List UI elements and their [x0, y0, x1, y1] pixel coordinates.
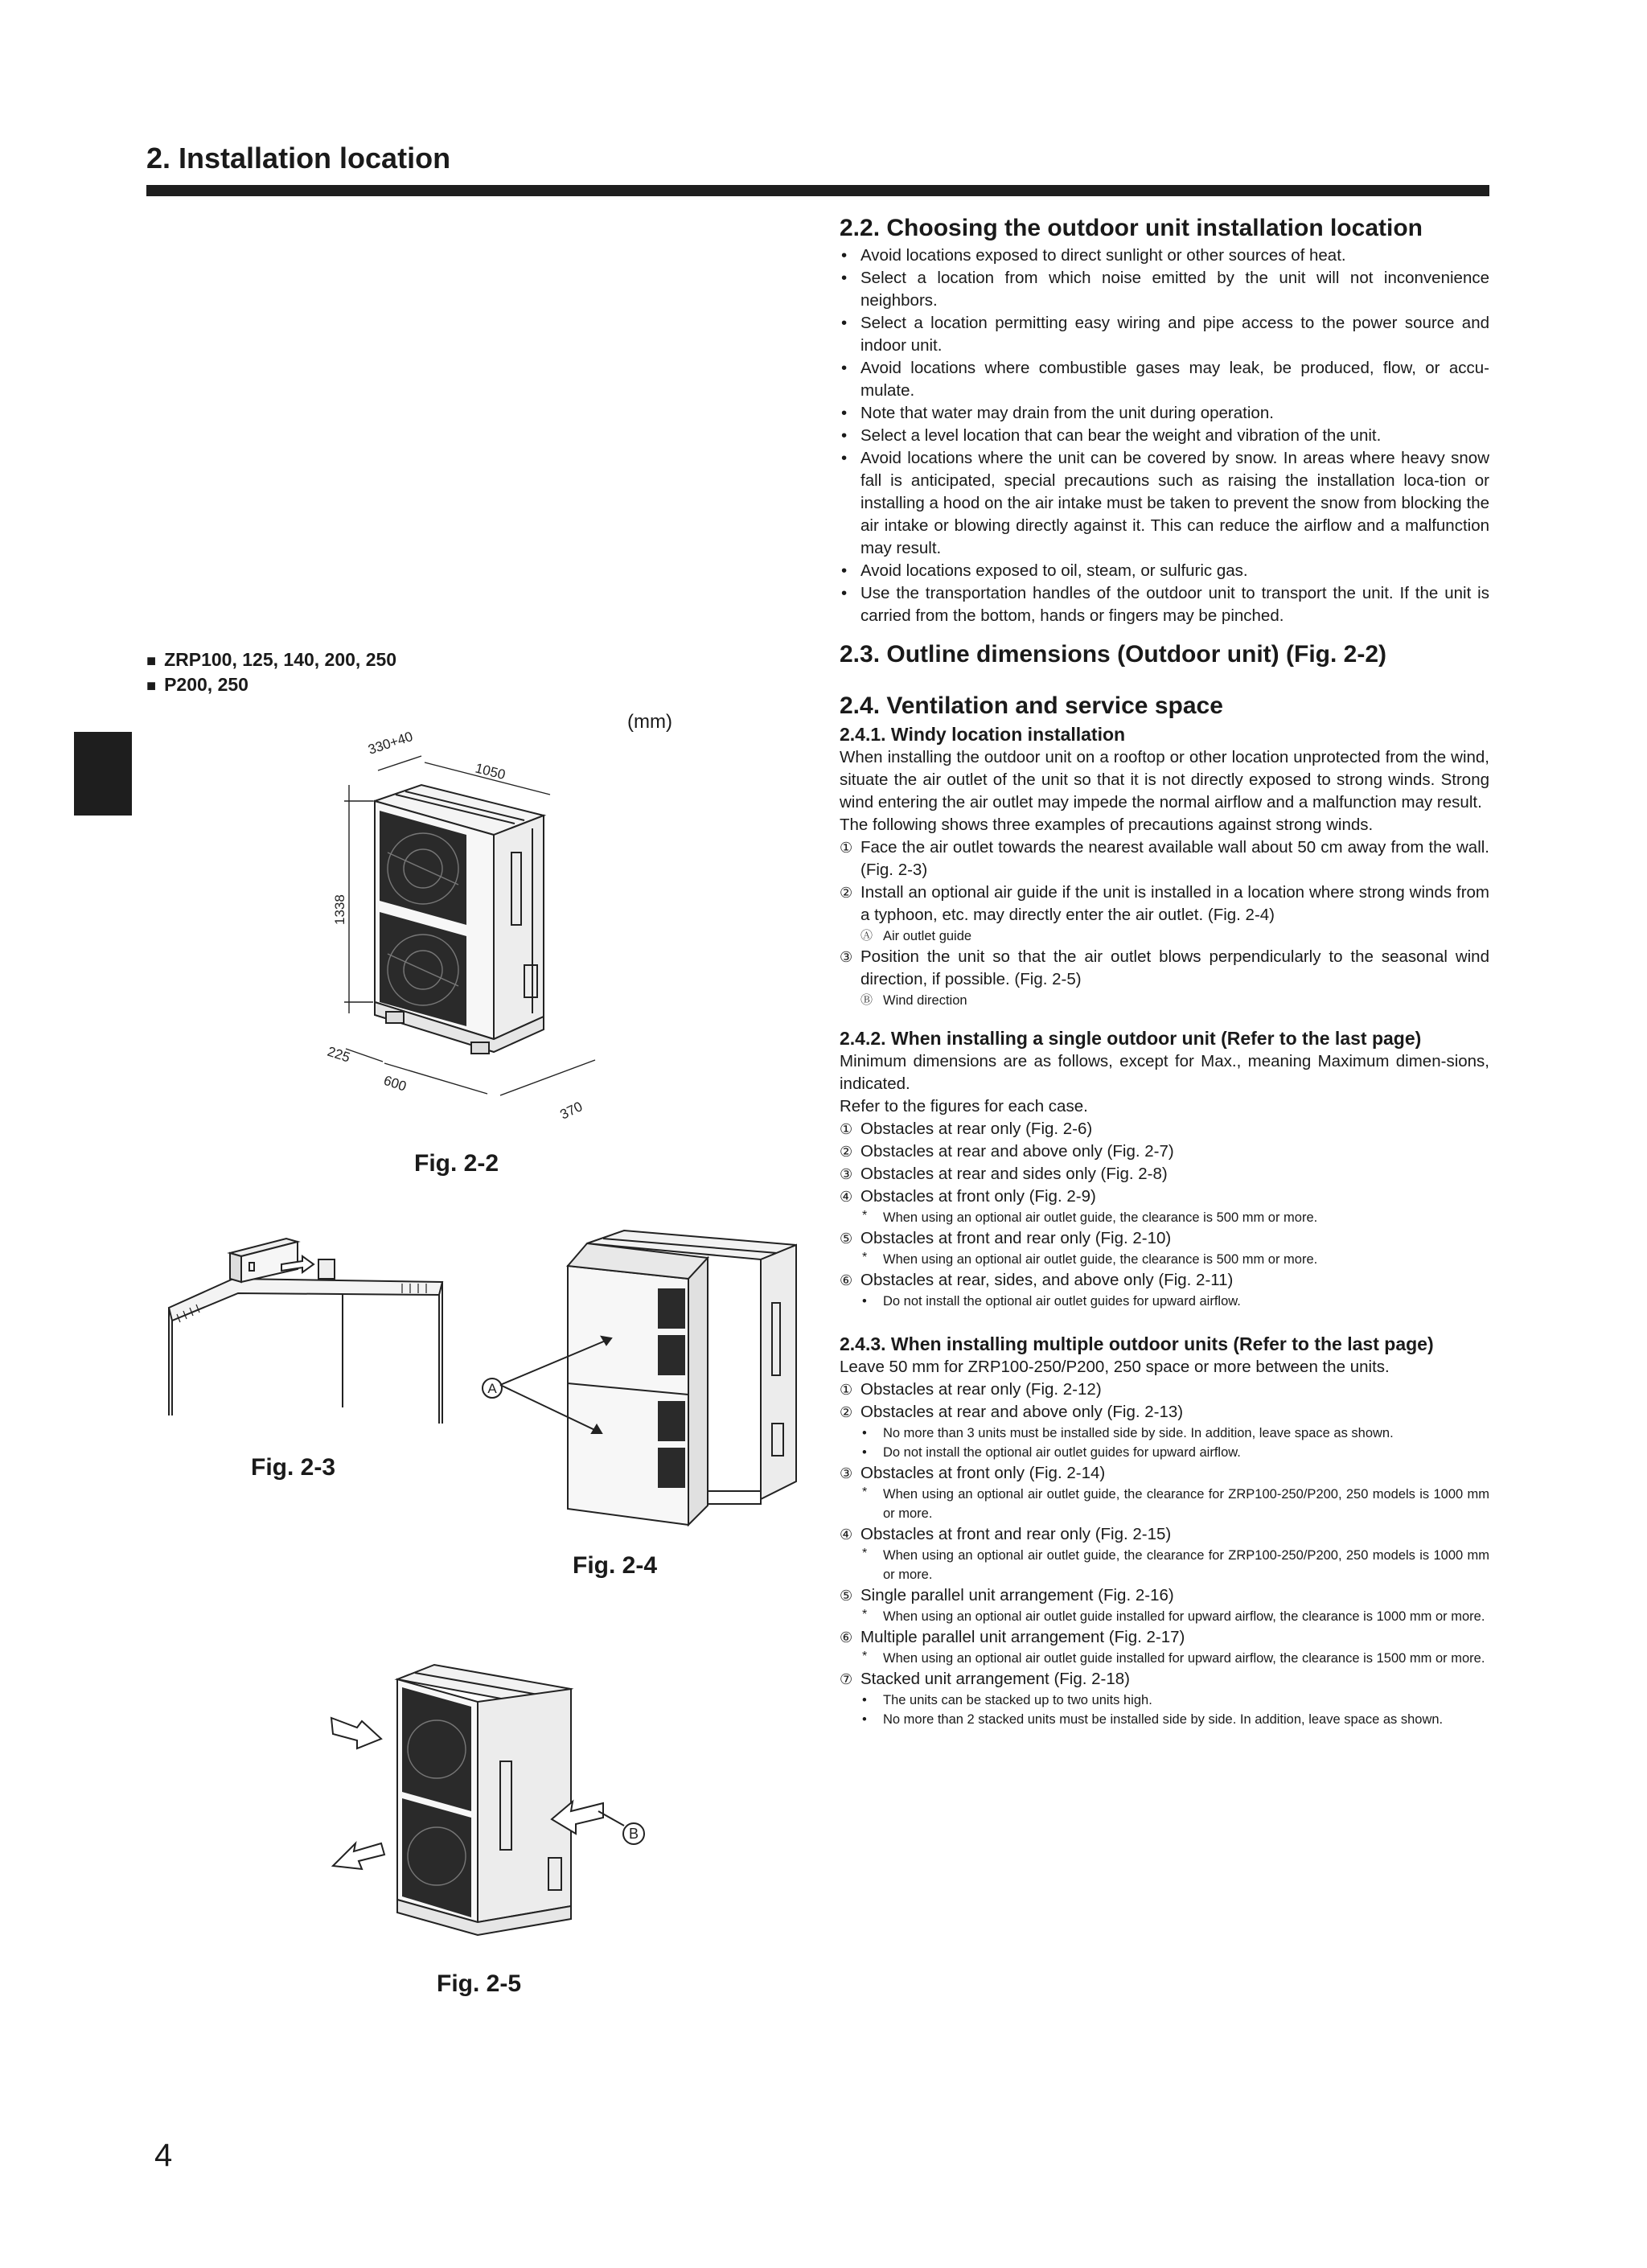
- section-2-4-1-list-cont: [840, 946, 1489, 991]
- list-item: • Avoid locations exposed to oil, steam, or sulfuric gas.: [840, 560, 1489, 582]
- section-2-4-3-list-cont: [840, 1668, 1489, 1691]
- list-item: [840, 881, 1489, 927]
- note-marker: Ⓐ: [860, 929, 873, 943]
- section-2-4-3-list-cont: [840, 1523, 1489, 1546]
- section-2-4-2-list: [840, 1118, 1489, 1208]
- note-list: [840, 1607, 1489, 1626]
- note-item: * When using an optional air outlet guide, the clearance for ZRP100-250/P200, 250 models is 1000 mm or more.: [840, 1546, 1489, 1584]
- note-list: [840, 1208, 1489, 1227]
- fig-2-3-drawing: [161, 1231, 450, 1440]
- note-item: • No more than 2 stacked units must be installed side by side. In addition, leave space as shown.: [840, 1710, 1489, 1729]
- model-line: ■ P200, 250: [146, 673, 396, 698]
- item-marker: ②: [840, 885, 853, 901]
- section-2-4-1-heading: 2.4.1. Windy location installation: [840, 724, 1126, 745]
- list-item: [840, 1118, 1489, 1140]
- item-text: Obstacles at front only (Fig. 2-14): [860, 1464, 1106, 1482]
- fig-2-2-drawing: [322, 724, 643, 1142]
- list-item: • Avoid locations exposed to direct sunlight or other sources of heat.: [840, 244, 1489, 267]
- paragraph: Minimum dimensions are as follows, except for Max., meaning Maximum dimen-sions, indicated.: [840, 1052, 1489, 1093]
- item-marker: ④: [840, 1189, 853, 1205]
- section-2-2-list: [840, 244, 1489, 627]
- section-2-3-heading: 2.3. Outline dimensions (Outdoor unit) (Fig. 2-2): [840, 641, 1386, 668]
- section-2-4-2-heading: 2.4.2. When installing a single outdoor unit (Refer to the last page): [840, 1028, 1422, 1049]
- item-text: Obstacles at rear and above only (Fig. 2-7): [860, 1142, 1174, 1161]
- item-marker: ③: [840, 1465, 853, 1481]
- dim-foot-a: 225: [325, 1043, 352, 1066]
- item-text: Obstacles at front and rear only (Fig. 2-15): [860, 1525, 1172, 1543]
- note-item: * When using an optional air outlet guide installed for upward airflow, the clearance is 1000 mm or more.: [840, 1607, 1489, 1626]
- list-item: • Avoid locations where combustible gases may leak, be produced, flow, or accu-mulate.: [840, 357, 1489, 402]
- item-marker: ③: [840, 949, 853, 965]
- list-item: [840, 1269, 1489, 1292]
- item-text: Position the unit so that the air outlet blows perpendicularly to the seasonal wind direction, if possible. (Fig. 2-5): [860, 947, 1489, 988]
- item-text: Stacked unit arrangement (Fig. 2-18): [860, 1670, 1130, 1688]
- list-item: [840, 1185, 1489, 1208]
- list-item: [840, 1140, 1489, 1163]
- fig-2-2-caption: Fig. 2-2: [414, 1150, 499, 1177]
- note-item: • The units can be stacked up to two units high.: [840, 1691, 1489, 1710]
- item-text: Obstacles at rear and above only (Fig. 2-13): [860, 1403, 1184, 1421]
- list-item: [840, 1523, 1489, 1546]
- list-item: [840, 1227, 1489, 1250]
- list-item: • Select a level location that can bear the weight and vibration of the unit.: [840, 425, 1489, 447]
- title-rule: [146, 185, 1489, 196]
- fig-2-3-caption: Fig. 2-3: [251, 1454, 336, 1481]
- list-item: [840, 946, 1489, 991]
- item-marker: ④: [840, 1526, 853, 1543]
- fig-2-5-caption: Fig. 2-5: [437, 1970, 522, 1997]
- list-item: [840, 1626, 1489, 1649]
- item-text: Obstacles at rear, sides, and above only (Fig. 2-11): [860, 1271, 1234, 1289]
- section-tab: [74, 732, 132, 816]
- dim-foot-b: 600: [381, 1072, 409, 1095]
- paragraph: Refer to the figures for each case.: [840, 1097, 1088, 1116]
- note-list: [840, 1691, 1489, 1729]
- item-marker: ①: [840, 1382, 853, 1398]
- item-text: Obstacles at rear only (Fig. 2-6): [860, 1120, 1093, 1138]
- note-list: [840, 1485, 1489, 1523]
- item-marker: ②: [840, 1404, 853, 1420]
- paragraph: Leave 50 mm for ZRP100-250/P200, 250 space or more between the units.: [840, 1358, 1390, 1376]
- dim-width: 1050: [474, 760, 507, 783]
- item-text: Obstacles at front and rear only (Fig. 2-10): [860, 1229, 1172, 1247]
- unit-label: (mm): [627, 711, 672, 733]
- list-item: [840, 1462, 1489, 1485]
- note-item: • Do not install the optional air outlet guides for upward airflow.: [840, 1443, 1489, 1462]
- item-marker: ⑦: [840, 1671, 853, 1687]
- list-item: [840, 1401, 1489, 1424]
- dim-foot-c: 370: [557, 1099, 585, 1123]
- section-2-4-3-list: [840, 1378, 1489, 1424]
- note-text: Wind direction: [883, 993, 967, 1008]
- model-line: ■ ZRP100, 125, 140, 200, 250: [146, 648, 396, 673]
- section-2-2-heading: 2.2. Choosing the outdoor unit installation location: [840, 215, 1423, 241]
- note-marker: Ⓑ: [860, 993, 873, 1007]
- item-marker: ⑤: [840, 1588, 853, 1604]
- dim-top-depth: 330+40: [366, 729, 415, 758]
- fig-2-4-caption: Fig. 2-4: [573, 1552, 658, 1579]
- item-text: Multiple parallel unit arrangement (Fig. 2-17): [860, 1628, 1185, 1646]
- note-list: [840, 1292, 1489, 1311]
- item-marker: ⑤: [840, 1231, 853, 1247]
- item-text: Obstacles at rear and sides only (Fig. 2-8): [860, 1165, 1168, 1183]
- note-item: • Do not install the optional air outlet guides for upward airflow.: [840, 1292, 1489, 1311]
- item-marker: ②: [840, 1144, 853, 1160]
- list-item: • Select a location permitting easy wiring and pipe access to the power source and indoor unit.: [840, 312, 1489, 357]
- dim-height: 1338: [332, 894, 347, 925]
- paragraph: When installing the outdoor unit on a rooftop or other location unprotected from the wind, situate the air outlet of the unit so that it is not directly exposed to strong winds. Strong wind entering the air outlet may impede the normal airflow and a malfunction may result.: [840, 748, 1489, 811]
- list-item: [840, 1378, 1489, 1401]
- page-title: 2. Installation location: [146, 142, 451, 175]
- item-text: Face the air outlet towards the nearest available wall about 50 cm away from the wall. (Fig. 2-3): [860, 838, 1489, 879]
- list-item: • Avoid locations where the unit can be covered by snow. In areas where heavy snow fall is anticipated, special precautions such as raising the installation loca-tion or installing a hood on the air intake must be taken to prevent the snow from blocking the air intake or blowing directly against it. This can reduce the airflow and a malfunction may result.: [840, 447, 1489, 560]
- note-list: [840, 1250, 1489, 1269]
- list-item: • Note that water may drain from the unit during operation.: [840, 402, 1489, 425]
- item-marker: ①: [840, 840, 853, 856]
- section-2-4-3-heading: 2.4.3. When installing multiple outdoor units (Refer to the last page): [840, 1333, 1434, 1354]
- legend-note: [840, 991, 1489, 1010]
- item-marker: ③: [840, 1166, 853, 1182]
- note-list: [840, 1649, 1489, 1668]
- section-2-4-heading: 2.4. Ventilation and service space: [840, 692, 1223, 719]
- fig-2-4-drawing: [474, 1222, 820, 1544]
- page-number: 4: [154, 2138, 173, 2173]
- note-item: * When using an optional air outlet guide installed for upward airflow, the clearance is 1500 mm or more.: [840, 1649, 1489, 1668]
- section-2-4-3-list-cont: [840, 1626, 1489, 1649]
- fig-2-5-marker: B: [628, 1826, 639, 1842]
- item-text: Install an optional air guide if the unit is installed in a location where strong winds from a typhoon, etc. may directly enter the air outlet. (Fig. 2-4): [860, 883, 1489, 924]
- list-item: [840, 1668, 1489, 1691]
- item-marker: ①: [840, 1121, 853, 1137]
- note-list: [840, 1546, 1489, 1584]
- section-2-4-3-list-cont: [840, 1584, 1489, 1607]
- item-text: Obstacles at rear only (Fig. 2-12): [860, 1380, 1102, 1399]
- list-item: [840, 836, 1489, 881]
- note-text: Air outlet guide: [883, 929, 972, 943]
- right-column: [840, 212, 1489, 1729]
- item-marker: ⑥: [840, 1629, 853, 1646]
- section-2-4-3-list-cont: [840, 1462, 1489, 1485]
- list-item: • Use the transportation handles of the outdoor unit to transport the unit. If the unit is carried from the bottom, hands or fingers may be pinched.: [840, 582, 1489, 627]
- note-item: * When using an optional air outlet guide, the clearance for ZRP100-250/P200, 250 models is 1000 mm or more.: [840, 1485, 1489, 1523]
- section-2-4-2-list-cont: [840, 1227, 1489, 1250]
- section-2-4-1-list: [840, 836, 1489, 927]
- item-text: Single parallel unit arrangement (Fig. 2-16): [860, 1586, 1174, 1604]
- legend-note: [840, 927, 1489, 946]
- fig-2-4-marker: A: [487, 1381, 497, 1396]
- list-item: • Select a location from which noise emitted by the unit will not inconvenience neighbors.: [840, 267, 1489, 312]
- note-item: • No more than 3 units must be installed side by side. In addition, leave space as shown.: [840, 1424, 1489, 1443]
- item-marker: ⑥: [840, 1272, 853, 1288]
- list-item: [840, 1584, 1489, 1607]
- list-item: [840, 1163, 1489, 1185]
- model-list: [146, 648, 396, 698]
- fig-2-5-drawing: [314, 1641, 684, 1962]
- item-text: Obstacles at front only (Fig. 2-9): [860, 1187, 1096, 1206]
- note-list: [840, 1424, 1489, 1462]
- section-2-4-2-list-cont: [840, 1269, 1489, 1292]
- note-item: * When using an optional air outlet guide, the clearance is 500 mm or more.: [840, 1250, 1489, 1269]
- note-item: * When using an optional air outlet guide, the clearance is 500 mm or more.: [840, 1208, 1489, 1227]
- paragraph: The following shows three examples of precautions against strong winds.: [840, 816, 1374, 834]
